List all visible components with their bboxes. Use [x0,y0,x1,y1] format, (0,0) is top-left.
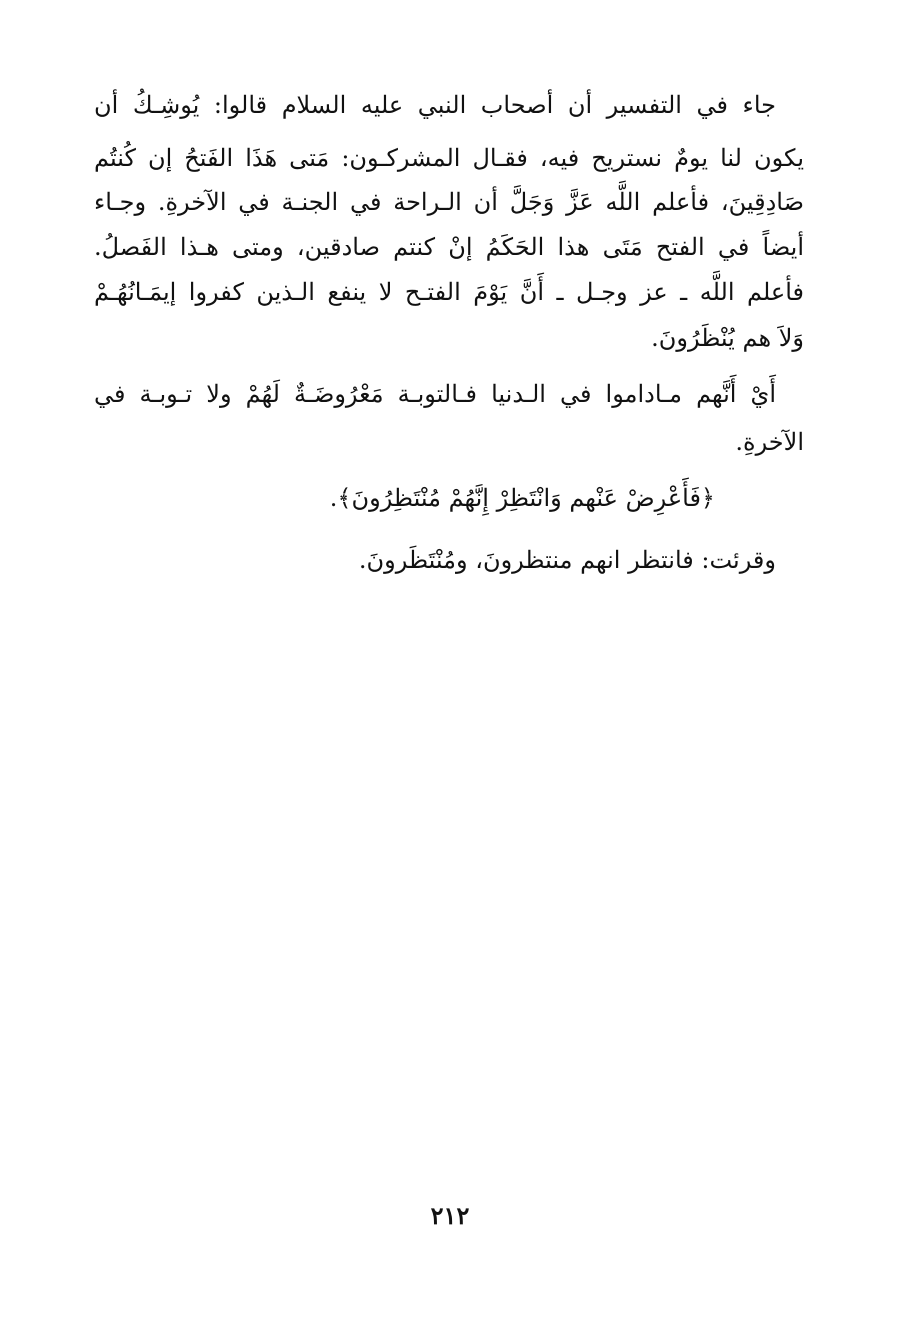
paragraph-1-line-6: وَلاَ هم يُنْظَرُونَ. [651,324,804,352]
paragraph-2-line-1: أَيْ أَنَّهم مـاداموا في الـدنيا فـالتوبـة مَعْرُوضَـةٌ لَهُمْ ولا تـوبـة في [94,380,776,408]
paragraph-2-line-2: الآخرةِ. [735,428,804,456]
paragraph-1-line-2: يكون لنا يومٌ نستريح فيه، فقـال المشركـون: مَتى هَذَا الفَتحُ إن كُنتُم [94,144,804,172]
quranic-verse: ﴿فَأَعْرِضْ عَنْهم وَانْتَظِرْ إِنَّهُمْ مُنْتَظِرُونَ﴾. [329,484,715,512]
paragraph-1-line-5: فأعلم اللَّه ـ عز وجـل ـ أَنَّ يَوْمَ الفتـح لا ينفع الـذين كفروا إيمَـانُهُـمْ [94,278,804,306]
paragraph-1-line-1: جاء في التفسير أن أصحاب النبي عليه السلام قالوا: يُوشِـكُ أن [94,91,776,119]
paragraph-1-line-4: أيضاً في الفتح مَتَى هذا الحَكَمُ إنْ كنتم صادقين، ومتى هـذا الفَصلُ. [94,233,804,261]
reading-variant-note: وقرئت: فانتظر انهم منتظرونَ، ومُنْتَظَرونَ. [358,546,776,574]
page-number: ٢١٢ [430,1201,470,1230]
paragraph-1-line-3: صَادِقِينَ، فأعلم اللَّه عَزَّ وَجَلَّ أن الـراحة في الجنـة في الآخرةِ. وجـاء [94,188,804,216]
